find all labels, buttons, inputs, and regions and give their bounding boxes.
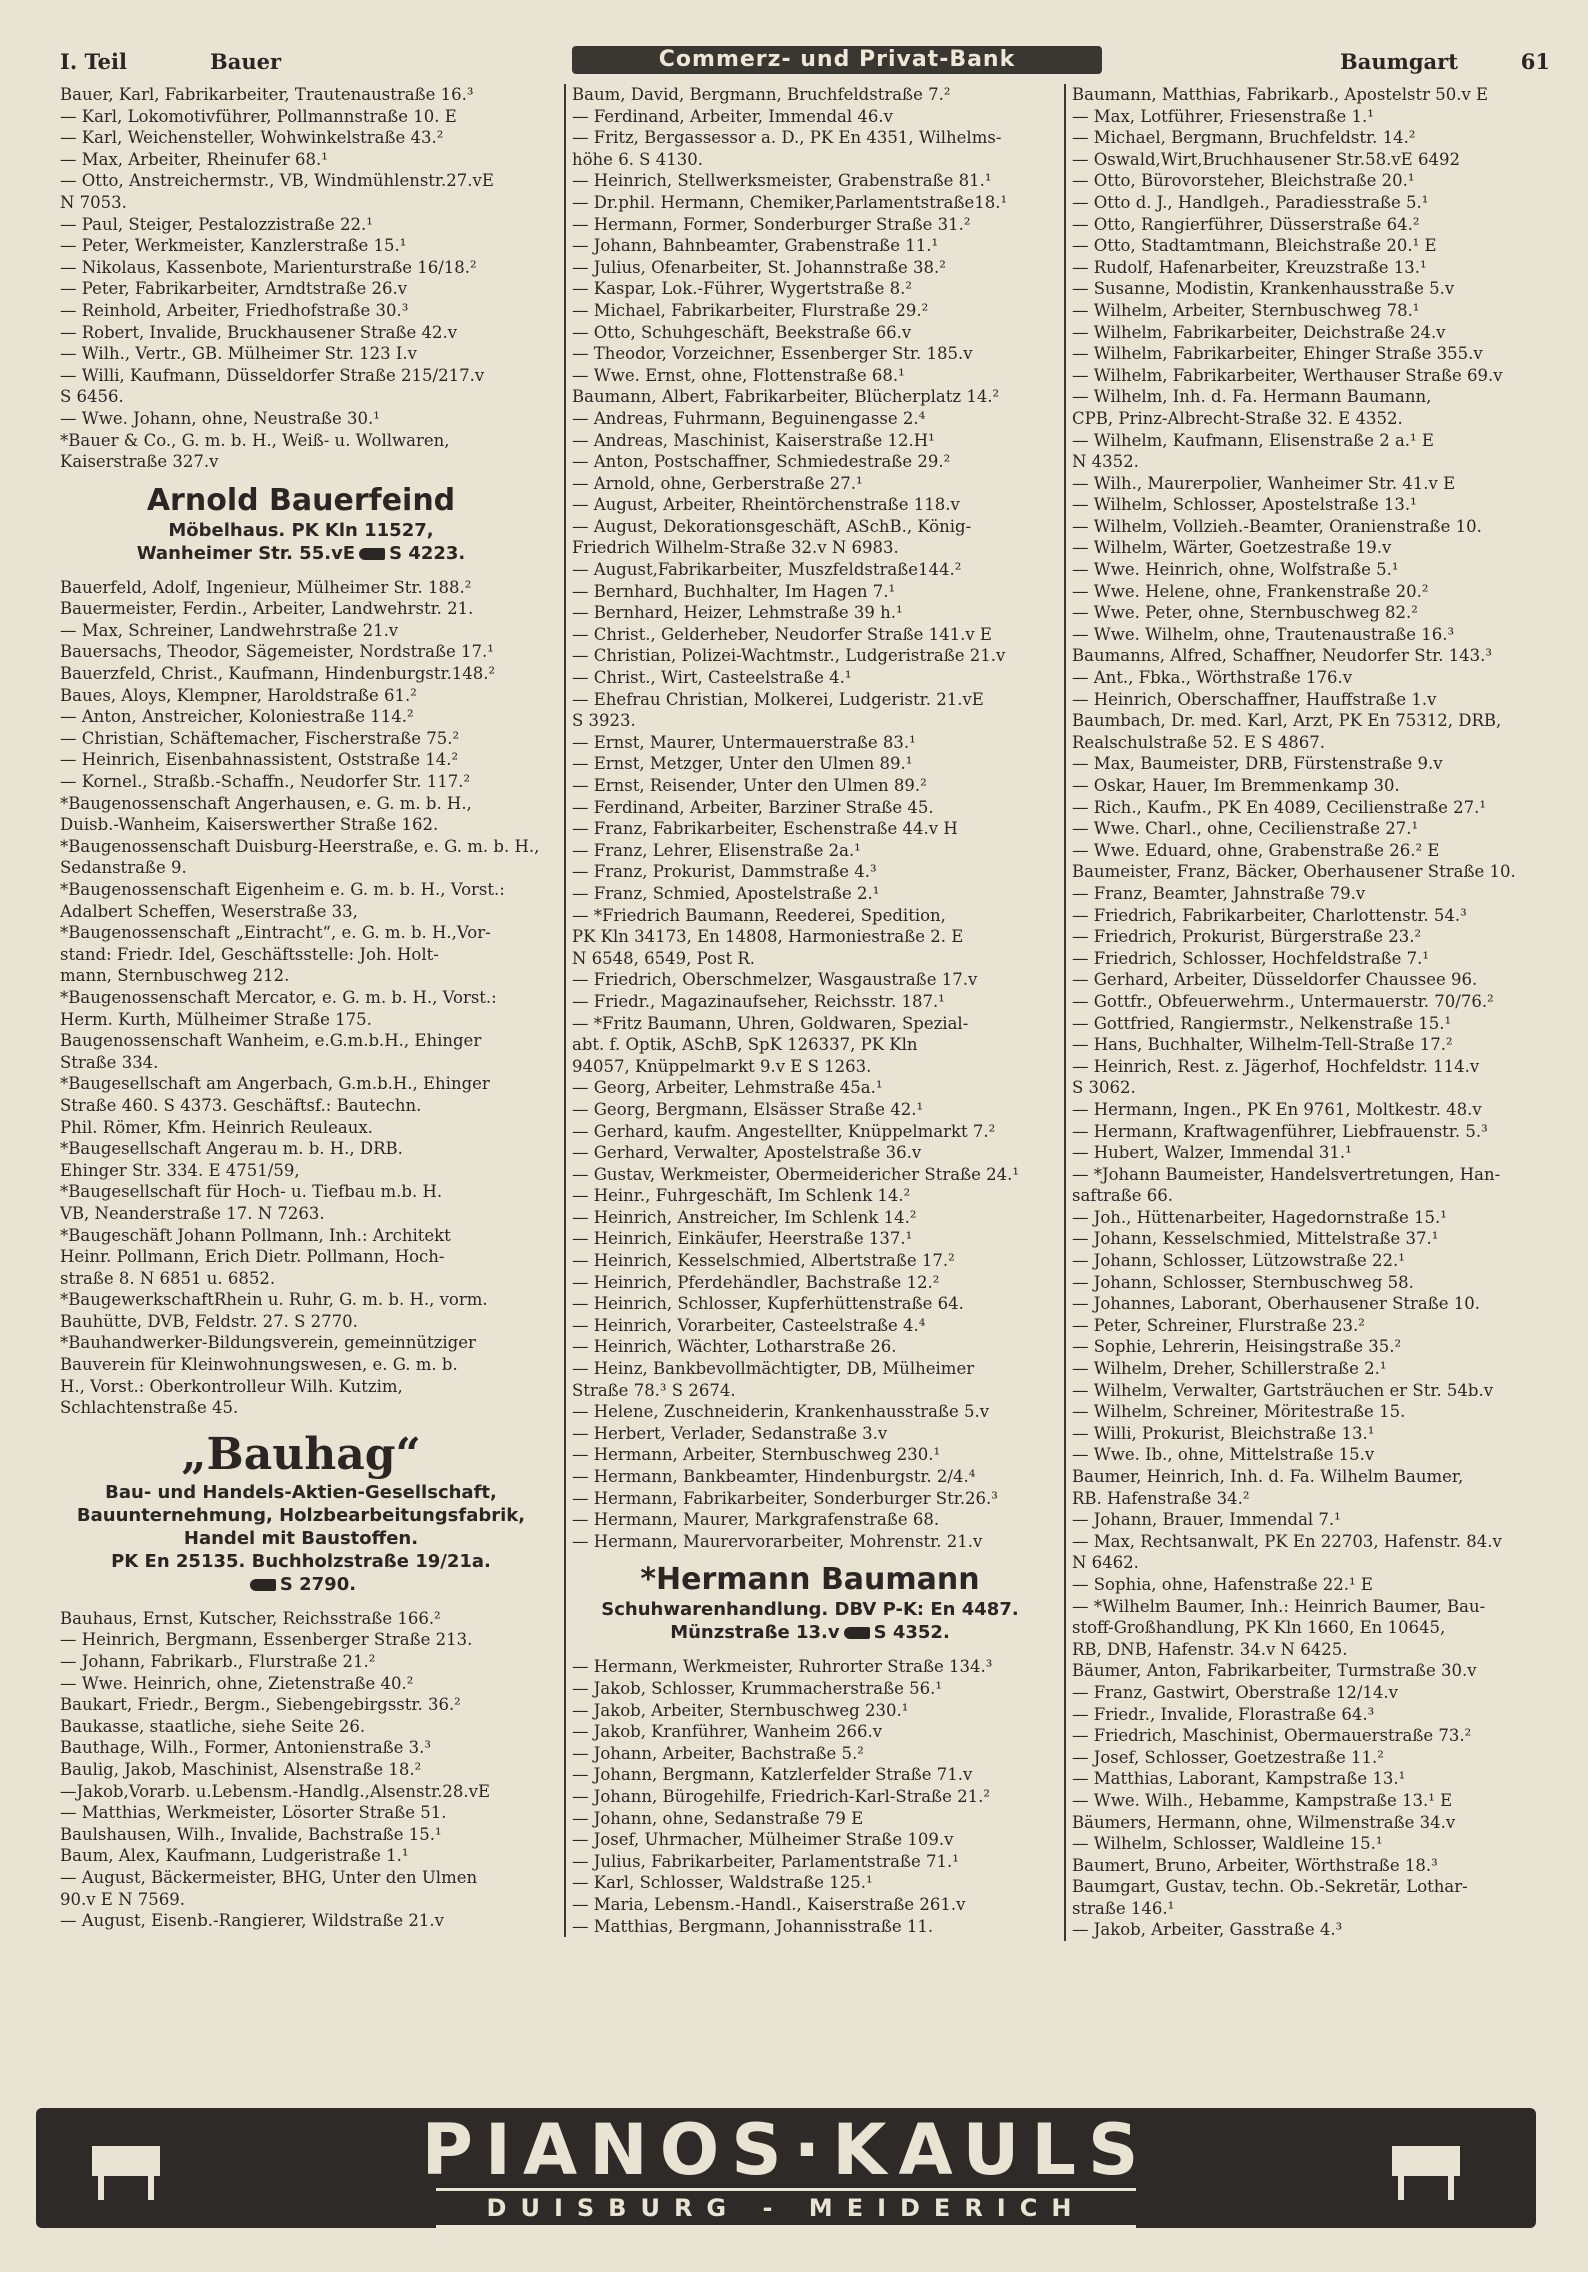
directory-entry: — Wwe. Wilh., Hebamme, Kampstraße 13.¹ E: [1072, 1790, 1453, 1810]
directory-entry: — Fritz, Bergassessor a. D., PK En 4351, Wilhelms-: [572, 128, 1002, 148]
directory-entry: — Wilh., Maurerpolier, Wanheimer Str. 41.v E: [1072, 473, 1456, 493]
directory-entry: Baugenossenschaft Wanheim, e.G.m.b.H., Ehinger: [60, 1031, 482, 1051]
directory-entry: — Gerhard, kaufm. Angestellter, Knüppelmarkt 7.²: [572, 1121, 996, 1141]
directory-entry: — Johann, ohne, Sedanstraße 79 E: [572, 1808, 864, 1828]
directory-entry: — Wilhelm, Arbeiter, Sternbuschweg 78.¹: [1072, 300, 1420, 320]
directory-entry: Baumeister, Franz, Bäcker, Oberhausener Straße 10.: [1072, 862, 1516, 882]
directory-entry: — Arnold, ohne, Gerberstraße 27.¹: [572, 473, 863, 493]
directory-entry: — Paul, Steiger, Pestalozzistraße 22.¹: [60, 214, 373, 234]
directory-entry: N 6548, 6549, Post R.: [572, 948, 756, 968]
ad-phone: S 4352.: [873, 1622, 950, 1644]
directory-entry: Bäumers, Hermann, ohne, Wilmenstraße 34.v: [1072, 1812, 1456, 1832]
directory-entry: — Karl, Lokomotivführer, Pollmannstraße 10. E: [60, 106, 457, 126]
directory-entry: — Anton, Postschaffner, Schmiedestraße 29.²: [572, 452, 951, 472]
directory-entry: höhe 6. S 4130.: [572, 149, 703, 169]
directory-entry: RB. Hafenstraße 34.²: [1072, 1488, 1250, 1508]
directory-entry: — Wilhelm, Fabrikarbeiter, Ehinger Straße 355.v: [1072, 344, 1483, 364]
directory-entry: — Ernst, Reisender, Unter den Ulmen 89.²: [572, 776, 927, 795]
directory-entry: — Hans, Buchhalter, Wilhelm-Tell-Straße 17.²: [1072, 1035, 1453, 1055]
directory-entry: Bauthage, Wilh., Former, Antonienstraße 3.³: [60, 1738, 432, 1758]
directory-entry: — Franz, Lehrer, Elisenstraße 2a.¹: [572, 840, 861, 860]
directory-entry: 94057, Knüppelmarkt 9.v E S 1263.: [572, 1056, 872, 1076]
directory-entry: — Oskar, Hauer, Im Bremmenkamp 30.: [1072, 776, 1400, 795]
directory-entry: — Franz, Prokurist, Dammstraße 4.³: [572, 862, 877, 882]
directory-entry: N 7053.: [60, 192, 127, 212]
directory-entry: — Hermann, Maurer, Markgrafenstraße 68.: [572, 1510, 940, 1530]
directory-entry: — Julius, Fabrikarbeiter, Parlamentstraße 71.¹: [572, 1851, 959, 1871]
directory-entry: — Wilhelm, Dreher, Schillerstraße 2.¹: [1072, 1359, 1387, 1379]
directory-entry: — Wwe. Eduard, ohne, Grabenstraße 26.² E: [1072, 840, 1440, 860]
directory-entry: — Friedrich, Schlosser, Hochfeldstraße 7.¹: [1072, 948, 1429, 968]
directory-entry: — Peter, Fabrikarbeiter, Arndtstraße 26.v: [60, 279, 408, 299]
directory-entry: — Jakob, Arbeiter, Sternbuschweg 230.¹: [572, 1700, 909, 1720]
directory-entry: — Karl, Weichensteller, Wohwinkelstraße 43.²: [60, 128, 444, 148]
directory-entry: Baum, David, Bergmann, Bruchfeldstraße 7.²: [572, 85, 951, 104]
directory-entry: — Wwe. Johann, ohne, Neustraße 30.¹: [60, 408, 380, 428]
ad-address: Wanheimer Str. 55.vE: [136, 542, 356, 564]
column-1-entries-a: [60, 84, 542, 473]
directory-entry: — Jakob, Schlosser, Krummacherstraße 56.¹: [572, 1678, 943, 1698]
directory-entry: — Franz, Gastwirt, Oberstraße 12/14.v: [1072, 1682, 1398, 1702]
directory-entry: — Sophia, ohne, Hafenstraße 22.¹ E: [1072, 1574, 1373, 1594]
ad-address: Münzstraße 13.v: [670, 1622, 840, 1644]
directory-entry: *Baugenossenschaft Eigenheim e. G. m. b. H., Vorst.:: [60, 880, 505, 899]
directory-entry: Bauer, Karl, Fabrikarbeiter, Trautenaustraße 16.³: [60, 85, 474, 104]
page-header: [60, 44, 1550, 78]
directory-entry: Baumer, Heinrich, Inh. d. Fa. Wilhelm Baumer,: [1072, 1467, 1464, 1486]
directory-entry: Baumert, Bruno, Arbeiter, Wörthstraße 18.³: [1072, 1855, 1438, 1875]
directory-entry: Straße 334.: [60, 1052, 159, 1072]
directory-entry: — Wwe. Helene, ohne, Frankenstraße 20.²: [1072, 581, 1429, 601]
directory-entry: Schlachtenstraße 45.: [60, 1398, 239, 1418]
directory-entry: — Wilhelm, Inh. d. Fa. Hermann Baumann,: [1072, 387, 1432, 407]
directory-entry: — Wilhelm, Fabrikarbeiter, Werthauser Straße 69.v: [1072, 365, 1503, 385]
directory-entry: — Herbert, Verlader, Sedanstraße 3.v: [572, 1423, 888, 1443]
directory-entry: — Franz, Schmied, Apostelstraße 2.¹: [572, 883, 880, 903]
directory-entry: — Johann, Bürogehilfe, Friedrich-Karl-Straße 21.²: [572, 1786, 990, 1806]
directory-entry: *Baugesellschaft Angerau m. b. H., DRB.: [60, 1139, 403, 1159]
directory-entry: — Wilh., Vertr., GB. Mülheimer Str. 123 I.v: [60, 344, 417, 364]
directory-entry: — Ferdinand, Arbeiter, Immendal 46.v: [572, 106, 893, 126]
directory-entry: H., Vorst.: Oberkontrolleur Wilh. Kutzim,: [60, 1376, 403, 1396]
directory-entry: — Hermann, Kraftwagenführer, Liebfrauenstr. 5.³: [1072, 1121, 1488, 1141]
directory-entry: — Max, Schreiner, Landwehrstraße 21.v: [60, 620, 399, 640]
directory-entry: Baukart, Friedr., Bergm., Siebengebirgsstr. 36.²: [60, 1695, 461, 1715]
ad-title: „Bauhag“: [181, 1428, 421, 1480]
directory-entry: Baumann, Albert, Fabrikarbeiter, Blücherplatz 14.²: [572, 387, 1000, 407]
header-range-end: Baumgart: [1340, 48, 1458, 74]
directory-entry: — Wilhelm, Fabrikarbeiter, Deichstraße 24.v: [1072, 322, 1446, 342]
directory-entry: *Baugesellschaft am Angerbach, G.m.b.H., Ehinger: [60, 1074, 490, 1094]
directory-entry: — Maria, Lebensm.-Handl., Kaiserstraße 261.v: [572, 1894, 966, 1914]
directory-entry: Bauerfeld, Adolf, Ingenieur, Mülheimer Str. 188.²: [60, 577, 472, 597]
directory-entry: *Baugesellschaft für Hoch- u. Tiefbau m.b. H.: [60, 1182, 443, 1202]
directory-entry: — Friedrich, Oberschmelzer, Wasgaustraße 17.v: [572, 970, 978, 990]
directory-entry: — Johann, Fabrikarb., Flurstraße 21.²: [60, 1652, 376, 1672]
directory-entry: — Wilhelm, Kaufmann, Elisenstraße 2 a.¹ E: [1072, 430, 1434, 450]
directory-entry: S 6456.: [60, 387, 124, 407]
directory-entry: — Heinrich, Einkäufer, Heerstraße 137.¹: [572, 1229, 913, 1249]
directory-entry: — Friedrich, Fabrikarbeiter, Charlottenstr. 54.³: [1072, 905, 1467, 925]
directory-entry: — Heinr., Fuhrgeschäft, Im Schlenk 14.²: [572, 1186, 911, 1206]
directory-entry: — Ernst, Metzger, Unter den Ulmen 89.¹: [572, 754, 913, 774]
directory-entry: N 4352.: [1072, 452, 1139, 472]
directory-entry: — Otto, Anstreichermstr., VB, Windmühlenstr.27.vE: [60, 171, 494, 191]
directory-entry: — Johann, Schlosser, Lützowstraße 22.¹: [1072, 1251, 1405, 1271]
directory-entry: — Max, Rechtsanwalt, PK En 22703, Hafenstr. 84.v: [1072, 1531, 1502, 1551]
directory-entry: — Gottfried, Rangiermstr., Nelkenstraße 15.¹: [1072, 1013, 1452, 1033]
header-range-start: Bauer: [210, 48, 282, 74]
directory-entry: — Joh., Hüttenarbeiter, Hagedornstraße 15.¹: [1072, 1207, 1447, 1227]
directory-entry: — Peter, Schreiner, Flurstraße 23.²: [1072, 1315, 1365, 1335]
directory-entry: — Gottfr., Obfeuerwehrm., Untermauerstr. 70/76.²: [1072, 991, 1494, 1011]
directory-entry: — August,Fabrikarbeiter, Muszfeldstraße144.²: [572, 560, 962, 580]
directory-entry: Baulig, Jakob, Maschinist, Alsenstraße 18.²: [60, 1760, 422, 1779]
directory-entry: — Friedr., Invalide, Florastraße 64.³: [1072, 1704, 1375, 1724]
directory-entry: Straße 460. S 4373. Geschäftsf.: Bautechn.: [60, 1095, 422, 1115]
directory-entry: — Oswald,Wirt,Bruchhausener Str.58.vE 6492: [1072, 149, 1460, 169]
directory-entry: straße 146.¹: [1072, 1898, 1175, 1918]
directory-entry: — Ehefrau Christian, Molkerei, Ludgeristr. 21.vE: [572, 689, 984, 709]
directory-entry: — Georg, Bergmann, Elsässer Straße 42.¹: [572, 1099, 924, 1119]
directory-entry: — Gustav, Werkmeister, Obermeidericher Straße 24.¹: [572, 1164, 1019, 1184]
column-2: [564, 84, 1048, 1937]
ad-phone: S 4223.: [389, 542, 466, 564]
ad-line: Schuhwarenhandlung. DBV P-K: En 4487.: [601, 1599, 1019, 1621]
directory-entry: — Matthias, Laborant, Kampstraße 13.¹: [1072, 1769, 1406, 1789]
directory-entry: *Baugenossenschaft Duisburg-Heerstraße, e. G. m. b. H.,: [60, 836, 540, 856]
directory-entry: Bäumer, Anton, Fabrikarbeiter, Turmstraße 30.v: [1072, 1661, 1477, 1681]
directory-entry: — Andreas, Fuhrmann, Beguinengasse 2.⁴: [572, 408, 926, 428]
directory-entry: Kaiserstraße 327.v: [60, 452, 219, 472]
directory-entry: — Robert, Invalide, Bruckhausener Straße 42.v: [60, 322, 458, 342]
directory-entry: — Josef, Uhrmacher, Mülheimer Straße 109.v: [572, 1830, 954, 1850]
directory-entry: — Gerhard, Verwalter, Apostelstraße 36.v: [572, 1143, 922, 1163]
ad-line: [60, 542, 542, 565]
directory-entry: RB, DNB, Hafenstr. 34.v N 6425.: [1072, 1639, 1348, 1659]
ad-phone: S 2790.: [279, 1573, 357, 1595]
ad-bauerfeind: [60, 483, 542, 565]
directory-entry: — Heinrich, Schlosser, Kupferhüttenstraße 64.: [572, 1294, 964, 1314]
directory-entry: Straße 78.³ S 2674.: [572, 1380, 736, 1400]
directory-entry: — Georg, Arbeiter, Lehmstraße 45a.¹: [572, 1078, 883, 1098]
bank-banner: Commerz- und Privat-Bank: [572, 46, 1102, 74]
directory-entry: — Sophie, Lehrerin, Heisingstraße 35.²: [1072, 1337, 1402, 1357]
directory-entry: — Wwe. Peter, ohne, Sternbuschweg 82.²: [1072, 603, 1418, 623]
directory-entry: — Johannes, Laborant, Oberhausener Straße 10.: [1072, 1294, 1481, 1314]
column-2-entries-a: [572, 84, 1048, 1552]
directory-entry: Baukasse, staatliche, siehe Seite 26.: [60, 1716, 366, 1736]
directory-entry: stand: Friedr. Idel, Geschäftsstelle: Joh. Holt-: [60, 944, 439, 964]
ad-title: *Hermann Baumann: [640, 1562, 980, 1598]
directory-entry: — Hermann, Ingen., PK En 9761, Moltkestr. 48.v: [1072, 1099, 1482, 1119]
directory-entry: — Wwe. Ib., ohne, Mittelstraße 15.v: [1072, 1445, 1375, 1465]
column-2-entries-b: [572, 1656, 1048, 1937]
directory-entry: — Peter, Werkmeister, Kanzlerstraße 15.¹: [60, 236, 407, 256]
footer-location: DUISBURG - MEIDERICH: [436, 2188, 1136, 2228]
directory-entry: — Wwe. Heinrich, ohne, Zietenstraße 40.²: [60, 1673, 414, 1693]
directory-entry: — Hubert, Walzer, Immendal 31.¹: [1072, 1143, 1352, 1163]
directory-entry: Bauersachs, Theodor, Sägemeister, Nordstraße 17.¹: [60, 642, 494, 662]
directory-entry: — Michael, Fabrikarbeiter, Flurstraße 29.²: [572, 300, 929, 320]
column-1-entries-b: [60, 577, 542, 1419]
directory-entry: — Matthias, Bergmann, Johannisstraße 11.: [572, 1916, 934, 1936]
directory-entry: — Wilhelm, Schreiner, Möritestraße 15.: [1072, 1402, 1406, 1422]
directory-entry: Duisb.-Wanheim, Kaiserswerther Straße 162.: [60, 815, 439, 835]
directory-entry: abt. f. Optik, ASchB, SpK 126337, PK Kln: [572, 1035, 918, 1055]
directory-entry: — Heinz, Bankbevollmächtigter, DB, Mülheimer: [572, 1359, 975, 1379]
directory-entry: — Johann, Bergmann, Katzlerfelder Straße 71.v: [572, 1765, 973, 1785]
directory-entry: mann, Sternbuschweg 212.: [60, 966, 290, 986]
directory-entry: — Heinrich, Stellwerksmeister, Grabenstraße 81.¹: [572, 171, 992, 191]
directory-entry: — Christian, Schäftemacher, Fischerstraße 75.²: [60, 728, 460, 748]
directory-entry: Phil. Römer, Kfm. Heinrich Reuleaux.: [60, 1117, 373, 1137]
directory-entry: N 6462.: [1072, 1553, 1139, 1573]
directory-entry: — Otto d. J., Handlgeh., Paradiesstraße 5.¹: [1072, 192, 1429, 212]
directory-entry: — Kaspar, Lok.-Führer, Wygertstraße 8.²: [572, 279, 912, 299]
directory-entry: Baues, Aloys, Klempner, Haroldstraße 61.²: [60, 685, 417, 705]
directory-entry: — Christ., Gelderheber, Neudorfer Straße 141.v E: [572, 624, 992, 644]
directory-entry: *BaugewerkschaftRhein u. Ruhr, G. m. b. H., vorm.: [60, 1290, 488, 1310]
directory-entry: — Theodor, Vorzeichner, Essenberger Str. 185.v: [572, 344, 973, 364]
directory-entry: — Wilhelm, Schlosser, Waldleine 15.¹: [1072, 1834, 1383, 1854]
directory-entry: — Friedrich, Maschinist, Obermauerstraße 73.²: [1072, 1726, 1472, 1746]
header-part: I. Teil: [60, 48, 127, 74]
column-1: [60, 84, 542, 1932]
directory-entry: — Otto, Schuhgeschäft, Beekstraße 66.v: [572, 322, 912, 342]
directory-entry: — Johann, Schlosser, Sternbuschweg 58.: [1072, 1272, 1414, 1292]
directory-entry: — Julius, Ofenarbeiter, St. Johannstraße 38.²: [572, 257, 946, 277]
directory-entry: — Heinrich, Kesselschmied, Albertstraße 17.²: [572, 1251, 955, 1271]
directory-entry: — Heinrich, Vorarbeiter, Casteelstraße 4.⁴: [572, 1315, 926, 1335]
directory-entry: — Rich., Kaufm., PK En 4089, Cecilienstraße 27.¹: [1072, 797, 1486, 817]
directory-entry: — Max, Arbeiter, Rheinufer 68.¹: [60, 149, 328, 169]
directory-entry: — Willi, Kaufmann, Düsseldorfer Straße 215/217.v: [60, 365, 485, 385]
ad-title: Arnold Bauerfeind: [146, 482, 456, 518]
directory-entry: — Wilhelm, Verwalter, Gartsträuchen er Str. 54b.v: [1072, 1380, 1494, 1400]
directory-entry: — *Fritz Baumann, Uhren, Goldwaren, Spezial-: [572, 1013, 969, 1033]
directory-entry: Baumbach, Dr. med. Karl, Arzt, PK En 75312, DRB,: [1072, 711, 1502, 731]
ad-line: Möbelhaus. PK Kln 11527,: [168, 519, 434, 541]
footer-brand: PIANOS·KAULS: [421, 2109, 1151, 2191]
directory-entry: — Jakob, Kranführer, Wanheim 266.v: [572, 1722, 883, 1742]
directory-entry: — Willi, Prokurist, Bleichstraße 13.¹: [1072, 1423, 1375, 1443]
directory-entry: — Hermann, Fabrikarbeiter, Sonderburger Str.26.³: [572, 1488, 998, 1508]
directory-entry: — Hermann, Former, Sonderburger Straße 31.²: [572, 214, 971, 234]
directory-entry: — August, Dekorationsgeschäft, ASchB., König-: [572, 516, 972, 536]
directory-entry: — *Johann Baumeister, Handelsvertretungen, Han-: [1072, 1164, 1501, 1184]
directory-entry: — Helene, Zuschneiderin, Krankenhausstraße 5.v: [572, 1402, 990, 1422]
column-1-entries-c: [60, 1608, 542, 1932]
directory-entry: — Michael, Bergmann, Bruchfeldstr. 14.²: [1072, 128, 1416, 148]
directory-entry: — Wwe. Wilhelm, ohne, Trautenaustraße 16.³: [1072, 624, 1455, 644]
ad-line: Bauunternehmung, Holzbearbeitungsfabrik,: [76, 1504, 526, 1526]
directory-entry: — Christ., Wirt, Casteelstraße 4.¹: [572, 668, 852, 688]
directory-entry: — Friedrich, Prokurist, Bürgerstraße 23.²: [1072, 927, 1422, 947]
directory-entry: — Jakob, Arbeiter, Gasstraße 4.³: [1072, 1920, 1343, 1940]
directory-entry: — Kornel., Straßb.-Schaffn., Neudorfer Str. 117.²: [60, 772, 471, 792]
directory-entry: — Franz, Beamter, Jahnstraße 79.v: [1072, 883, 1366, 903]
directory-entry: — Hermann, Bankbeamter, Hindenburgstr. 2/4.⁴: [572, 1467, 976, 1486]
directory-entry: — Christian, Polizei-Wachtmstr., Ludgeristraße 21.v: [572, 646, 1006, 666]
directory-entry: — Wwe. Charl., ohne, Cecilienstraße 27.¹: [1072, 819, 1419, 839]
directory-entry: VB, Neanderstraße 17. N 7263.: [60, 1203, 325, 1223]
directory-entry: Bauhütte, DVB, Feldstr. 27. S 2770.: [60, 1311, 358, 1331]
directory-entry: — Rudolf, Hafenarbeiter, Kreuzstraße 13.¹: [1072, 257, 1427, 277]
directory-entry: Ehinger Str. 334. E 4751/59,: [60, 1160, 300, 1180]
directory-entry: — Max, Baumeister, DRB, Fürstenstraße 9.v: [1072, 754, 1443, 774]
directory-entry: stoff-Großhandlung, PK Kln 1660, En 10645,: [1072, 1618, 1446, 1638]
directory-entry: — Wilhelm, Schlosser, Apostelstraße 13.¹: [1072, 495, 1417, 515]
directory-entry: *Baugenossenschaft Mercator, e. G. m. b. H., Vorst.:: [60, 987, 497, 1007]
ad-hermann-baumann: [572, 1562, 1048, 1644]
directory-entry: — Heinrich, Anstreicher, Im Schlenk 14.²: [572, 1207, 917, 1227]
directory-entry: S 3923.: [572, 711, 636, 731]
directory-entry: CPB, Prinz-Albrecht-Straße 32. E 4352.: [1072, 408, 1403, 428]
directory-entry: — Matthias, Werkmeister, Lösorter Straße 51.: [60, 1803, 447, 1823]
directory-entry: — August, Bäckermeister, BHG, Unter den Ulmen: [60, 1867, 478, 1887]
directory-entry: 90.v E N 7569.: [60, 1889, 186, 1909]
directory-entry: — Wwe. Heinrich, ohne, Wolfstraße 5.¹: [1072, 560, 1399, 580]
directory-entry: Herm. Kurth, Mülheimer Straße 175.: [60, 1009, 372, 1029]
directory-entry: — Heinrich, Bergmann, Essenberger Straße 213.: [60, 1630, 473, 1650]
directory-entry: — *Wilhelm Baumer, Inh.: Heinrich Baumer, Bau-: [1072, 1596, 1486, 1616]
directory-entry: —Jakob,Vorarb. u.Lebensm.-Handlg.,Alsenstr.28.vE: [60, 1781, 490, 1801]
directory-entry: *Baugeschäft Johann Pollmann, Inh.: Architekt: [60, 1225, 451, 1245]
telephone-icon: [844, 1627, 870, 1639]
directory-entry: — Reinhold, Arbeiter, Friedhofstraße 30.³: [60, 300, 409, 320]
directory-entry: — Otto, Rangierführer, Düsserstraße 64.²: [1072, 214, 1420, 234]
directory-entry: Bauhaus, Ernst, Kutscher, Reichsstraße 166.²: [60, 1608, 441, 1628]
directory-entry: — Wilhelm, Wärter, Goetzestraße 19.v: [1072, 538, 1392, 558]
column-3: [1064, 84, 1552, 1941]
directory-entry: — Heinrich, Pferdehändler, Bachstraße 12.²: [572, 1272, 940, 1292]
ad-line: [572, 1621, 1048, 1644]
directory-entry: — Hermann, Maurervorarbeiter, Mohrenstr. 21.v: [572, 1531, 983, 1551]
directory-entry: Bauermeister, Ferdin., Arbeiter, Landwehrstr. 21.: [60, 599, 474, 619]
directory-entry: S 3062.: [1072, 1078, 1136, 1098]
ad-line: [60, 1573, 542, 1596]
directory-entry: — Ernst, Maurer, Untermauerstraße 83.¹: [572, 732, 916, 752]
directory-entry: Sedanstraße 9.: [60, 858, 187, 878]
directory-entry: PK Kln 34173, En 14808, Harmoniestraße 2. E: [572, 927, 964, 947]
directory-entry: — Heinrich, Eisenbahnassistent, Oststraße 14.²: [60, 750, 459, 770]
directory-entry: *Bauer & Co., G. m. b. H., Weiß- u. Wollwaren,: [60, 430, 450, 450]
directory-entry: Baumann, Matthias, Fabrikarb., Apostelstr 50.v E: [1072, 85, 1489, 104]
directory-entry: *Baugenossenschaft „Eintracht“, e. G. m. b. H.,Vor-: [60, 923, 491, 943]
footer-advertisement: [36, 2108, 1536, 2228]
directory-entry: — Johann, Kesselschmied, Mittelstraße 37.¹: [1072, 1229, 1439, 1249]
directory-entry: — Ferdinand, Arbeiter, Barziner Straße 45.: [572, 797, 934, 817]
directory-entry: *Bauhandwerker-Bildungsverein, gemeinnütziger: [60, 1333, 476, 1353]
ad-line: Bau- und Handels-Aktien-Gesellschaft,: [105, 1481, 497, 1503]
directory-entry: Heinr. Pollmann, Erich Dietr. Pollmann, Hoch-: [60, 1247, 445, 1267]
telephone-icon: [250, 1579, 276, 1591]
directory-entry: Realschulstraße 52. E S 4867.: [1072, 732, 1325, 752]
ad-line: PK En 25135. Buchholzstraße 19/21a.: [111, 1550, 491, 1572]
page-number: 61: [1520, 48, 1550, 74]
ad-line: Handel mit Baustoffen.: [183, 1527, 419, 1549]
directory-entry: — Josef, Schlosser, Goetzestraße 11.²: [1072, 1747, 1384, 1767]
directory-entry: — Dr.phil. Hermann, Chemiker,Parlamentstraße18.¹: [572, 192, 1008, 212]
directory-page: [60, 44, 1550, 2244]
piano-icon: [1386, 2126, 1466, 2206]
directory-entry: — Max, Lotführer, Friesenstraße 1.¹: [1072, 106, 1374, 126]
directory-entry: straße 8. N 6851 u. 6852.: [60, 1268, 276, 1288]
directory-entry: — Heinrich, Oberschaffner, Hauffstraße 1.v: [1072, 689, 1437, 709]
directory-entry: — Heinrich, Wächter, Lotharstraße 26.: [572, 1337, 897, 1357]
directory-entry: Friedrich Wilhelm-Straße 32.v N 6983.: [572, 538, 899, 558]
directory-entry: — August, Eisenb.-Rangierer, Wildstraße 21.v: [60, 1911, 444, 1931]
directory-entry: — Wwe. Ernst, ohne, Flottenstraße 68.¹: [572, 365, 905, 385]
directory-entry: — Bernhard, Buchhalter, Im Hagen 7.¹: [572, 581, 896, 601]
directory-entry: — Anton, Anstreicher, Koloniestraße 114.²: [60, 707, 414, 727]
directory-entry: — Ant., Fbka., Wörthstraße 176.v: [1072, 668, 1353, 688]
directory-entry: Bauerzfeld, Christ., Kaufmann, Hindenburgstr.148.²: [60, 664, 496, 684]
directory-entry: Baum, Alex, Kaufmann, Ludgeristraße 1.¹: [60, 1846, 409, 1866]
directory-entry: — Hermann, Arbeiter, Sternbuschweg 230.¹: [572, 1445, 941, 1465]
directory-entry: Baulshausen, Wilh., Invalide, Bachstraße 15.¹: [60, 1824, 442, 1844]
directory-entry: — Otto, Stadtamtmann, Bleichstraße 20.¹ E: [1072, 236, 1437, 256]
ad-bauhag: [60, 1429, 542, 1596]
directory-entry: *Baugenossenschaft Angerhausen, e. G. m. b. H.,: [60, 793, 472, 813]
telephone-icon: [359, 548, 385, 560]
directory-entry: — August, Arbeiter, Rheintörchenstraße 118.v: [572, 495, 960, 515]
directory-entry: — Johann, Bahnbeamter, Grabenstraße 11.¹: [572, 236, 939, 256]
directory-entry: — Susanne, Modistin, Krankenhausstraße 5.v: [1072, 279, 1455, 299]
directory-entry: — Franz, Fabrikarbeiter, Eschenstraße 44.v H: [572, 819, 958, 839]
column-3-entries: [1072, 84, 1552, 1941]
directory-entry: — Heinrich, Rest. z. Jägerhof, Hochfeldstr. 114.v: [1072, 1056, 1480, 1076]
directory-entry: — Nikolaus, Kassenbote, Marienturstraße 16/18.²: [60, 257, 477, 277]
directory-entry: saftraße 66.: [1072, 1186, 1174, 1206]
directory-entry: — Bernhard, Heizer, Lehmstraße 39 h.¹: [572, 603, 903, 623]
directory-entry: — Karl, Schlosser, Waldstraße 125.¹: [572, 1873, 873, 1893]
directory-entry: — Johann, Brauer, Immendal 7.¹: [1072, 1510, 1341, 1530]
directory-entry: — *Friedrich Baumann, Reederei, Spedition,: [572, 905, 946, 925]
directory-entry: Bauverein für Kleinwohnungswesen, e. G. m. b.: [60, 1355, 458, 1375]
directory-entry: — Otto, Bürovorsteher, Bleichstraße 20.¹: [1072, 171, 1415, 191]
directory-entry: Adalbert Scheffen, Weserstraße 33,: [60, 901, 358, 921]
directory-entry: — Gerhard, Arbeiter, Düsseldorfer Chaussee 96.: [1072, 970, 1478, 990]
directory-entry: — Friedr., Magazinaufseher, Reichsstr. 187.¹: [572, 991, 945, 1011]
directory-entry: — Andreas, Maschinist, Kaiserstraße 12.H¹: [572, 430, 935, 450]
directory-entry: — Johann, Arbeiter, Bachstraße 5.²: [572, 1743, 864, 1763]
directory-entry: — Hermann, Werkmeister, Ruhrorter Straße 134.³: [572, 1657, 993, 1677]
directory-entry: Baumgart, Gustav, techn. Ob.-Sekretär, Lothar-: [1072, 1877, 1468, 1897]
piano-icon: [86, 2126, 166, 2206]
directory-entry: — Wilhelm, Vollzieh.-Beamter, Oranienstraße 10.: [1072, 516, 1482, 536]
directory-entry: Baumanns, Alfred, Schaffner, Neudorfer Str. 143.³: [1072, 646, 1493, 666]
